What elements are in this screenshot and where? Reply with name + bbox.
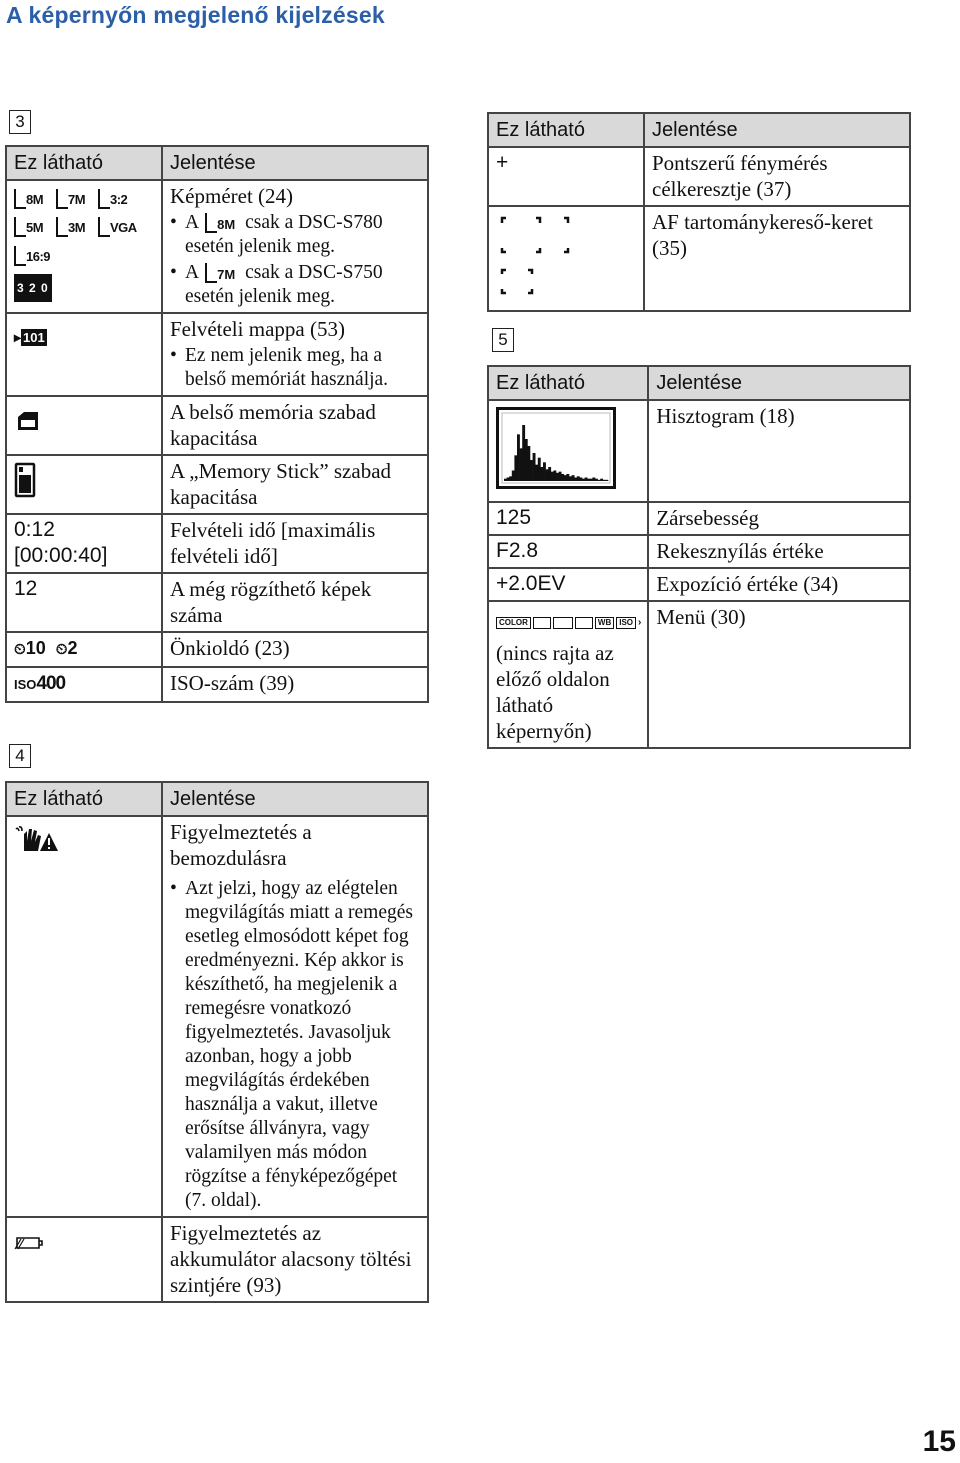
table-header (6, 782, 428, 816)
max-recording-time: [00:00:40] (14, 544, 108, 567)
table-row (6, 632, 428, 667)
image-size-320-icon: 3 2 0 (14, 274, 52, 302)
table-row (488, 147, 910, 206)
image-size-7m-icon: 7M (56, 189, 92, 211)
histogram-bar (579, 478, 582, 482)
image-size-3m-icon: 3M (56, 217, 92, 239)
row-meaning: Figyelmeztetés az akkumulátor alacsony töltési szintjére (93) (162, 1217, 428, 1302)
histogram-bar (587, 479, 590, 481)
row-note: • A 8M csak a DSC-S780 esetén jelenik meg. (170, 211, 421, 259)
shutter-speed: 125 (488, 502, 648, 535)
section-number-5: 5 (492, 328, 514, 352)
row-meaning: Felvételi idő [maximális felvételi idő] (162, 514, 428, 573)
chevron-right-icon: › (638, 617, 642, 628)
row-meaning: Zársebesség (648, 502, 910, 535)
histogram-bar (566, 474, 569, 481)
row-meaning: Expozíció értéke (34) (648, 568, 910, 601)
table-row (6, 816, 428, 1217)
histogram-bar (551, 472, 554, 481)
header-shown: Ez látható (6, 146, 162, 180)
image-size-3-2-icon: 3:2 (98, 189, 134, 211)
table-row (6, 514, 428, 573)
header-meaning: Jelentése (162, 782, 428, 816)
row-meaning: Hisztogram (18) (648, 400, 910, 502)
table-row (6, 573, 428, 632)
menu-iso-icon: ISO (616, 617, 636, 629)
section-number-4: 4 (9, 744, 31, 768)
section4-table (5, 781, 429, 1303)
table-row (488, 568, 910, 601)
histogram-bar (507, 478, 510, 482)
right-top-table (487, 112, 911, 312)
table-row (488, 601, 910, 748)
table-header (488, 113, 910, 147)
histogram-bar (592, 478, 595, 482)
af-range-finder-frame-icon (496, 209, 596, 307)
page-title: A képernyőn megjelenő kijelzések (6, 2, 385, 28)
histogram-bar (514, 455, 517, 481)
header-meaning: Jelentése (644, 113, 910, 147)
header-meaning: Jelentése (162, 146, 428, 180)
section5-table (487, 365, 911, 749)
section3-table (5, 145, 429, 703)
histogram-bar (561, 474, 564, 481)
row-meaning: Képméret (24) (170, 184, 294, 208)
low-battery-icon (14, 1230, 44, 1256)
histogram-bar (590, 479, 593, 481)
histogram-bar (582, 479, 585, 481)
image-size-8m-icon: 8M (14, 189, 50, 211)
row-meaning: A belső memória szabad kapacitása (162, 396, 428, 455)
histogram-bar (535, 465, 538, 481)
table-row (6, 313, 428, 396)
memory-stick-icon (14, 462, 36, 504)
internal-memory-icon (14, 409, 42, 439)
header-shown: Ez látható (488, 113, 644, 147)
table-row (6, 455, 428, 514)
table-row (6, 667, 428, 702)
row-meaning: Felvételi mappa (53) (170, 317, 345, 341)
image-size-5m-icon: 5M (14, 217, 50, 239)
table-row (6, 1217, 428, 1302)
histogram-bar (509, 476, 512, 481)
row-note: • Azt jelzi, hogy az elégtelen megvilágítás miatt a remegés esetleg elmosódott képet fog eredményezni. Kép akkor is készíthető, ha megjelenik a remegésre vonatkozó figyelmeztetés. Javasoljuk azonban, hogy a jobb megvilágítás érdekében használja a vakut, illetve erősítse állványra, vagy valamilyen más módon rögzítse a fényképezőgépet (7. oldal). (170, 877, 421, 1213)
self-timer-10s-icon: ⏲10 (14, 638, 46, 658)
menu-exposure-icon (533, 617, 551, 629)
image-size-7m-icon: 7M (203, 263, 241, 285)
header-shown: Ez látható (6, 782, 162, 816)
histogram-bar (569, 476, 572, 481)
histogram-bar (546, 469, 549, 481)
histogram-bar (585, 478, 588, 482)
row-meaning: Menü (30) (648, 601, 910, 748)
remaining-images: 12 (6, 573, 162, 632)
histogram-bar (525, 439, 528, 481)
histogram-bar (605, 480, 608, 481)
histogram-bar (530, 460, 533, 481)
histogram-bar (540, 467, 543, 481)
row-note: • A 7M csak a DSC-S750 esetén jelenik meg. (170, 261, 421, 309)
table-header (6, 146, 428, 180)
histogram-bar (564, 475, 567, 481)
image-size-16-9-icon: 16:9 (14, 246, 50, 268)
menu-face-icon (553, 617, 573, 629)
self-timer-2s-icon: ⏲2 (55, 638, 78, 658)
table-header (488, 366, 910, 400)
row-meaning: Figyelmeztetés a bemozdulásra (170, 820, 312, 870)
image-size-8m-icon: 8M (203, 213, 241, 235)
row-note: • Ez nem jelenik meg, ha a belső memóriát használja. (170, 344, 421, 392)
exposure-value: +2.0EV (488, 568, 648, 601)
iso-400-icon: ISO400 (14, 673, 66, 694)
histogram-bar (522, 425, 525, 481)
menu-metering-icon (575, 617, 593, 629)
histogram-bar (598, 480, 601, 481)
table-row (488, 535, 910, 568)
histogram-bar (600, 479, 603, 481)
table-row (488, 400, 910, 502)
page-number: 15 (922, 1425, 956, 1458)
table-row (488, 206, 910, 311)
recording-folder-icon: ▸ 101 (14, 328, 45, 345)
camera-shake-warning-icon (14, 825, 58, 859)
histogram (496, 407, 616, 489)
histogram-bar (595, 479, 598, 481)
row-meaning: ISO-szám (39) (162, 667, 428, 702)
table-row (6, 396, 428, 455)
row-meaning: AF tartománykereső-keret (35) (644, 206, 910, 311)
histogram-bar (574, 478, 577, 482)
menu-wb-icon: WB (595, 617, 614, 629)
histogram-bar (533, 453, 536, 481)
table-row (6, 180, 428, 313)
histogram-bar (527, 446, 530, 481)
table-row (488, 502, 910, 535)
header-shown: Ez látható (488, 366, 648, 400)
histogram-bar (538, 458, 541, 481)
histogram-bar (517, 434, 520, 481)
histogram-bar (603, 480, 606, 481)
histogram-bar (543, 462, 546, 481)
histogram-bar (577, 476, 580, 481)
histogram-bar (504, 479, 507, 481)
header-meaning: Jelentése (648, 366, 910, 400)
menu-note: (nincs rajta az előző oldalon látható képernyőn) (496, 641, 614, 743)
row-meaning: Rekesznyílás értéke (648, 535, 910, 568)
image-size-vga-icon: VGA (98, 217, 134, 239)
row-meaning: A „Memory Stick” szabad kapacitása (162, 455, 428, 514)
histogram-bar (559, 472, 562, 481)
histogram-bar (512, 471, 515, 482)
histogram-bar (572, 475, 575, 481)
menu-bar-icon (496, 610, 641, 636)
row-meaning: Pontszerű fénymérés célkeresztje (37) (644, 147, 910, 206)
histogram-bar (553, 471, 556, 482)
histogram-bar (556, 473, 559, 481)
section-number-3: 3 (9, 110, 31, 134)
row-meaning: Önkioldó (23) (162, 632, 428, 667)
spot-metering-crosshair: + (488, 147, 644, 206)
menu-color-icon: COLOR (496, 617, 531, 629)
row-meaning: A még rögzíthető képek száma (162, 573, 428, 632)
histogram-bar (548, 467, 551, 481)
recording-time: 0:12 (14, 518, 55, 541)
aperture-value: F2.8 (488, 535, 648, 568)
image-size-icons (6, 180, 162, 313)
histogram-bar (520, 448, 523, 481)
